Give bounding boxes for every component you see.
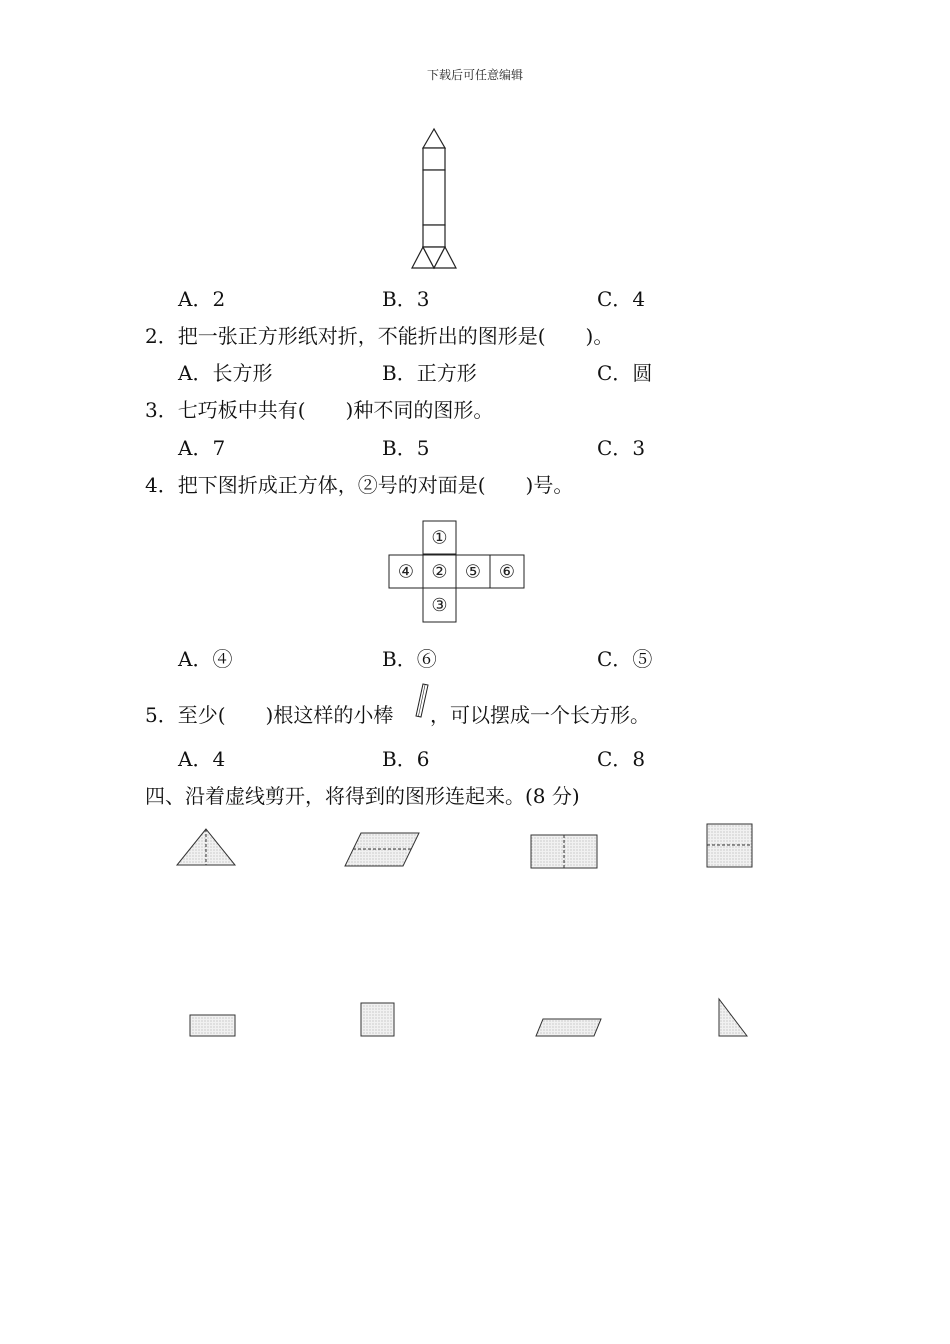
small-rectangle-shape[interactable] — [190, 1015, 235, 1036]
q5-stem-part2: ，可以摆成一个长方形。 — [430, 703, 650, 727]
q3-stem: 3．七巧板中共有( )种不同的图形。 — [145, 398, 494, 422]
q5-option-a[interactable]: A．4 — [178, 747, 226, 771]
q3-option-c[interactable]: C．3 — [597, 436, 646, 460]
q2-stem: 2．把一张正方形纸对折，不能折出的图形是( )。 — [145, 324, 614, 348]
q5-stem-part1: 5．至少( )根这样的小棒 — [145, 703, 394, 727]
q2-option-c[interactable]: C．圆 — [597, 361, 653, 385]
net-label-5: ⑤ — [464, 561, 482, 583]
net-label-4: ④ — [397, 561, 415, 583]
section4-title: 四、沿着虚线剪开，将得到的图形连起来。(8 分) — [145, 784, 580, 808]
page-header: 下载后可任意编辑 — [426, 68, 523, 82]
q1-option-b[interactable]: B．3 — [382, 287, 430, 311]
right-triangle-shape[interactable] — [719, 999, 747, 1036]
rectangle-with-fold-line[interactable] — [531, 835, 597, 868]
small-square-shape[interactable] — [361, 1003, 394, 1036]
q1-option-a[interactable]: A．2 — [178, 287, 226, 311]
net-label-2: ② — [431, 561, 448, 583]
q3-option-a[interactable]: A．7 — [178, 436, 226, 460]
q5-option-b[interactable]: B．6 — [382, 747, 430, 771]
triangle-with-fold-line[interactable] — [177, 829, 235, 865]
q4-option-c[interactable]: C．⑤ — [597, 647, 653, 671]
q4-stem: 4．把下图折成正方体，②号的对面是( )号。 — [145, 473, 574, 497]
small-parallelogram-shape[interactable] — [536, 1019, 601, 1036]
q2-option-b[interactable]: B．正方形 — [382, 361, 477, 385]
q2-option-a[interactable]: A．长方形 — [178, 361, 273, 385]
q1-option-c[interactable]: C．4 — [597, 287, 646, 311]
q4-option-b[interactable]: B．⑥ — [382, 647, 437, 671]
net-label-6: ⑥ — [498, 561, 516, 583]
q3-option-b[interactable]: B．5 — [382, 436, 430, 460]
q5-option-c[interactable]: C．8 — [597, 747, 646, 771]
square-with-fold-line[interactable] — [707, 824, 752, 867]
net-label-3: ③ — [431, 595, 448, 616]
net-label-1: ① — [431, 527, 448, 549]
q4-option-a[interactable]: A．④ — [178, 647, 233, 671]
parallelogram-with-fold-line[interactable] — [345, 833, 419, 866]
